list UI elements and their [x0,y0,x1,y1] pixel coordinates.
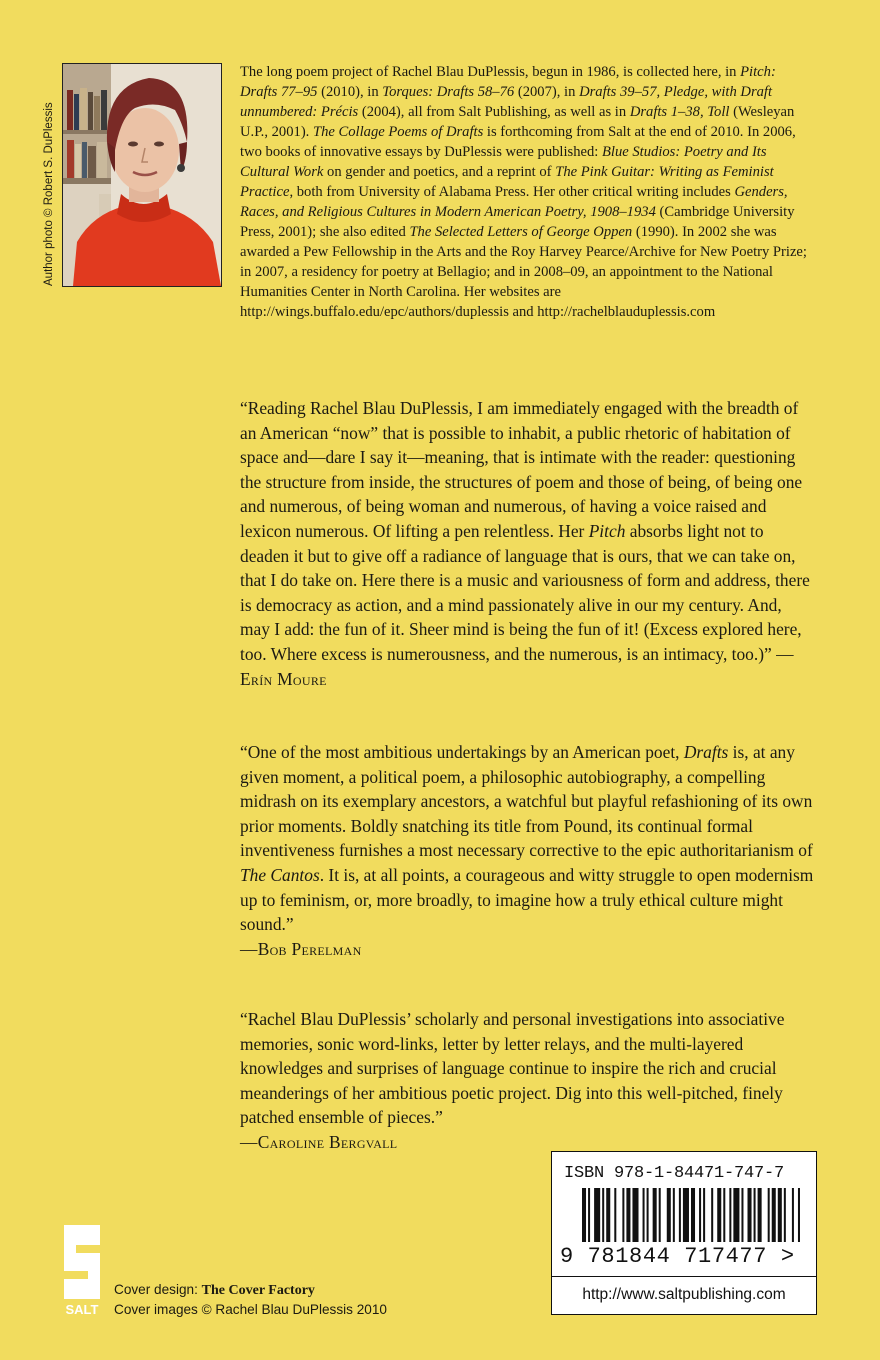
barcode-bar [768,1188,770,1242]
barcode-bar [772,1188,776,1242]
barcode-bar [792,1188,794,1242]
barcode-bars [582,1188,802,1242]
barcode-bar [741,1188,743,1242]
salt-logo-icon [62,1223,102,1316]
blurb-attribution: —Caroline Bergvall [240,1131,398,1152]
barcode-bar [647,1188,649,1242]
barcode-bar [614,1188,616,1242]
cover-images-credit: Cover images © Rachel Blau DuPlessis 2010 [114,1302,387,1317]
barcode-bar [723,1188,725,1242]
photo-credit: Author photo © Robert S. DuPlessis [43,102,55,286]
barcode-bar [758,1188,762,1242]
barcode-bar [784,1188,786,1242]
barcode-bar [703,1188,705,1242]
salt-logo-text: SALT [65,1302,99,1316]
barcode-bar [582,1188,586,1242]
barcode-bar [606,1188,610,1242]
isbn-label: ISBN 978-1-84471-747-7 [564,1164,785,1183]
barcode-bar [602,1188,604,1242]
blurb-attribution: —Bob Perelman [240,938,362,959]
blurb-attribution: —Erín Moure [240,643,794,689]
isbn-barcode-box [551,1151,817,1315]
barcode-bar [667,1188,671,1242]
author-photo [62,63,222,287]
barcode-bar [711,1188,713,1242]
barcode-bar [699,1188,701,1242]
barcode-bar [653,1188,657,1242]
barcode-bar [643,1188,645,1242]
barcode-bar [673,1188,675,1242]
barcode-bar [632,1188,638,1242]
barcode-bar [798,1188,800,1242]
barcode-bar [679,1188,681,1242]
barcode-bar [754,1188,756,1242]
cover-design-name: The Cover Factory [201,1283,315,1298]
blurb-perelman: “One of the most ambitious undertakings by an American poet, Drafts is, at any given moment, a political poem, a philosophic autobiography, a compelling midrash on its exemplary ancestors, a watchful but playful refashioning of its own prior moments. Boldly snatching its title from Pound, its continual formal inventiveness furnishes a most necessary corrective to the epic authoritarianism of The Cantos. It is, at all points, a courageous and witty struggle to open modernism up to feminism, or, more broadly, to imagine how a truly ethical culture might sound.” —Bob Perelman [240,740,815,961]
barcode-bar [717,1188,721,1242]
cover-credits [114,1280,387,1319]
barcode-bar [626,1188,630,1242]
barcode-bar [691,1188,695,1242]
barcode-bar [778,1188,782,1242]
blurb-bergvall: “Rachel Blau DuPlessis’ scholarly and personal investigations into associative memories, sonic word-links, letter by letter relays, and the multi-layered knowledges and surprises of language continue to inspire the rich and crucial meanderings of her ambitious poetic project. Dig into this well-pitched, finely patched ensemble of pieces.” —Caroline Bergvall [240,1007,815,1155]
barcode-bar [659,1188,661,1242]
barcode-bar [594,1188,600,1242]
author-portrait-image [63,64,221,286]
barcode-bar [733,1188,739,1242]
cover-design-label: Cover design: [114,1282,202,1297]
barcode-bar [622,1188,624,1242]
barcode-bar [683,1188,689,1242]
blurb-moure: “Reading Rachel Blau DuPlessis, I am immediately engaged with the breadth of an American “now” that is possible to inhabit, a public rhetoric of habitation of space and—dare I say it—meaning, that is intimate with the reader: questioning the structure from inside, the structures of poem and those of being, of being one and numerous, of being woman and numerous, of having a voice raised and lexicon numerous. Of lifting a pen relentless. Her Pitch absorbs light not to deaden it but to give off a radiance of language that is ours, that we can take on, that I do take on. Here there is a music and variousness of form and address, there is democracy as action, and a mind passionately alive in our my century. And, may I add: the fun of it. Sheer mind is being the fun of it! (Excess explored here, too. Where excess is numerousness, and the numerous, is an intimacy, too.)” —Erín Moure [240,398,810,689]
barcode-bar [729,1188,731,1242]
author-bio: The long poem project of Rachel Blau DuPlessis, begun in 1986, is collected here, in Pitch: Drafts 77–95 (2010), in Torques: Drafts 58–76 (2007), in Drafts 39–57, Pledge, with Draft unnumbered: Précis (2004), all from Salt Publishing, as well as in Drafts 1–38, Toll (Wesleyan U.P., 2001). The Collage Poems of Drafts is forthcoming from Salt at the end of 2010. In 2006, two books of innovative essays by DuPlessis were published: Blue Studios: Poetry and Its Cultural Work on gender and poetics, and a reprint of The Pink Guitar: Writing as Feminist Practice, both from University of Alabama Press. Her other critical writing includes Genders, Races, and Religious Cultures in Modern American Poetry, 1908–1934 (Cambridge University Press, 2001); she also edited The Selected Letters of George Oppen (1990). In 2002 she was awarded a Pew Fellowship in the Arts and the Roy Harvey Pearce/Archive for New Poetry Prize; in 2007, a residency for poetry at Bellagio; and in 2008–09, an appointment to the National Humanities Center in North Carolina. Her websites are http://wings.buffalo.edu/epc/authors/duplessis and http://rachelblauduplessis.com [240,64,807,320]
barcode-digits: 9 781844 717477 > [560,1244,795,1269]
publisher-url[interactable]: http://www.saltpublishing.com [552,1276,816,1315]
barcode-bar [748,1188,752,1242]
barcode-bar [588,1188,590,1242]
